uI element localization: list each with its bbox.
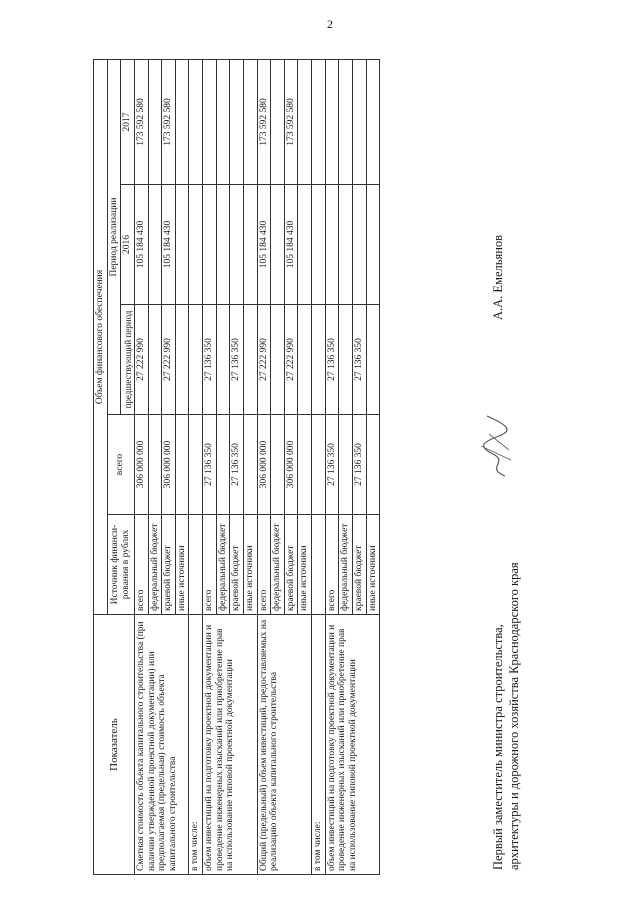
table-row (203, 60, 217, 875)
source-cell: федеральный бюджет (271, 515, 285, 615)
source-cell: краевой бюджет (352, 515, 366, 615)
source-cell: федеральный бюджет (216, 515, 230, 615)
signatory-title-line-2: архитектуры и дорожного хозяйства Краснодарского края (507, 562, 522, 870)
total-cell (216, 415, 230, 515)
previous-period-cell (148, 305, 162, 415)
year-2017-cell: 173 592 580 (134, 60, 148, 185)
source-cell: краевой бюджет (162, 515, 176, 615)
table-body (134, 60, 379, 875)
total-cell: 306 000 000 (162, 415, 176, 515)
year-2016-cell: 105 184 430 (162, 185, 176, 305)
rotated-content (40, 60, 565, 875)
year-2017-cell (175, 60, 189, 185)
year-2017-cell (352, 60, 366, 185)
signatory-title (490, 562, 523, 870)
total-cell (243, 415, 257, 515)
source-cell: федеральный бюджет (148, 515, 162, 615)
year-2017-cell: 173 592 580 (162, 60, 176, 185)
year-2016-cell (175, 185, 189, 305)
indicator-cell: объем инвестиций на подготовку проектной документации и проведение инженерных изысканий или приобретение прав на использование типовой проектной документации (325, 615, 380, 875)
year-2016-cell (298, 185, 312, 305)
source-cell: краевой бюджет (284, 515, 298, 615)
table-row (257, 60, 271, 875)
year-2017-cell (189, 60, 203, 185)
year-2016-cell (148, 185, 162, 305)
source-cell: иные источники (298, 515, 312, 615)
signatory-name: А.А. Емельянов (491, 234, 505, 320)
year-2016-cell (339, 185, 353, 305)
year-2016-cell (230, 185, 244, 305)
year-2017-cell (148, 60, 162, 185)
year-2017-cell (298, 60, 312, 185)
year-2017-cell (325, 60, 339, 185)
total-cell: 27 136 350 (230, 415, 244, 515)
total-cell (148, 415, 162, 515)
total-cell: 27 136 350 (203, 415, 217, 515)
total-cell (175, 415, 189, 515)
year-2017-cell: 173 592 580 (284, 60, 298, 185)
source-cell: иные источники (243, 515, 257, 615)
header-source: Источник финанси-рования в рублях (107, 515, 134, 615)
total-cell (366, 415, 380, 515)
previous-period-cell (175, 305, 189, 415)
previous-period-cell: 27 136 350 (230, 305, 244, 415)
year-2016-cell: 105 184 430 (284, 185, 298, 305)
header-total: всего (107, 415, 134, 515)
year-2017-cell (271, 60, 285, 185)
financing-table (93, 59, 380, 875)
previous-period-cell: 27 136 350 (352, 305, 366, 415)
source-cell: всего (325, 515, 339, 615)
total-cell: 306 000 000 (284, 415, 298, 515)
table-row (134, 60, 148, 875)
year-2017-cell: 173 592 580 (257, 60, 271, 185)
indicator-cell: Сметная стоимость объекта капитального строительства (при наличии утвержденной проектной документации) или предполагаемая (предельная) стоимость объекта капитального строительства (134, 615, 189, 875)
year-2017-cell (216, 60, 230, 185)
year-2016-cell (366, 185, 380, 305)
year-2016-cell (312, 185, 326, 305)
total-cell: 306 000 000 (134, 415, 148, 515)
previous-period-cell: 27 222 990 (284, 305, 298, 415)
source-cell: федеральный бюджет (339, 515, 353, 615)
previous-period-cell: 27 222 990 (162, 305, 176, 415)
previous-period-cell (189, 305, 203, 415)
previous-period-cell: 27 222 990 (134, 305, 148, 415)
table-row (189, 60, 203, 875)
previous-period-cell: 27 222 990 (257, 305, 271, 415)
indicator-cell: Общий (предельный) объем инвестиций, предоставляемых на реализацию объекта капитального строительства (257, 615, 312, 875)
year-2016-cell (189, 185, 203, 305)
year-2017-cell (203, 60, 217, 185)
indicator-cell: объем инвестиций на подготовку проектной документации и проведение инженерных изысканий или приобретение прав на использование типовой проектной документации (203, 615, 258, 875)
previous-period-cell: 27 136 350 (203, 305, 217, 415)
total-cell (312, 415, 326, 515)
previous-period-cell (271, 305, 285, 415)
header-period: Период реализации (107, 60, 121, 415)
total-cell: 27 136 350 (352, 415, 366, 515)
previous-period-cell (339, 305, 353, 415)
total-cell (298, 415, 312, 515)
year-2016-cell (216, 185, 230, 305)
total-cell (271, 415, 285, 515)
previous-period-cell: 27 136 350 (325, 305, 339, 415)
year-2016-cell: 105 184 430 (134, 185, 148, 305)
year-2017-cell (230, 60, 244, 185)
source-cell: краевой бюджет (230, 515, 244, 615)
previous-period-cell (312, 305, 326, 415)
year-2017-cell (366, 60, 380, 185)
indicator-cell: в том числе: (312, 615, 326, 875)
header-year-2017: 2017 (121, 60, 135, 185)
previous-period-cell (298, 305, 312, 415)
table-row (325, 60, 339, 875)
year-2016-cell (352, 185, 366, 305)
total-cell (189, 415, 203, 515)
indicator-cell: в том числе: (189, 615, 203, 875)
source-cell: всего (134, 515, 148, 615)
page-number: 2 (327, 17, 333, 31)
previous-period-cell (216, 305, 230, 415)
year-2016-cell (203, 185, 217, 305)
header-funding-volume: Объем финансового обеспечения (94, 60, 108, 615)
header-previous-period: предшествующий период (121, 305, 135, 415)
signatory-title-line-1: Первый заместитель министра строительства, (491, 624, 505, 870)
year-2017-cell (243, 60, 257, 185)
source-cell (189, 515, 203, 615)
table-row (312, 60, 326, 875)
year-2017-cell (312, 60, 326, 185)
total-cell (339, 415, 353, 515)
year-2016-cell (271, 185, 285, 305)
source-cell: всего (257, 515, 271, 615)
year-2016-cell (243, 185, 257, 305)
source-cell: всего (203, 515, 217, 615)
year-2016-cell: 105 184 430 (257, 185, 271, 305)
total-cell: 27 136 350 (325, 415, 339, 515)
handwritten-signature-icon (475, 410, 515, 480)
previous-period-cell (366, 305, 380, 415)
source-cell (312, 515, 326, 615)
previous-period-cell (243, 305, 257, 415)
source-cell: иные источники (366, 515, 380, 615)
header-indicator: Показатель (94, 615, 135, 875)
total-cell: 306 000 000 (257, 415, 271, 515)
year-2017-cell (339, 60, 353, 185)
header-year-2016: 2016 (121, 185, 135, 305)
signature-block (470, 60, 540, 875)
source-cell: иные источники (175, 515, 189, 615)
year-2016-cell (325, 185, 339, 305)
